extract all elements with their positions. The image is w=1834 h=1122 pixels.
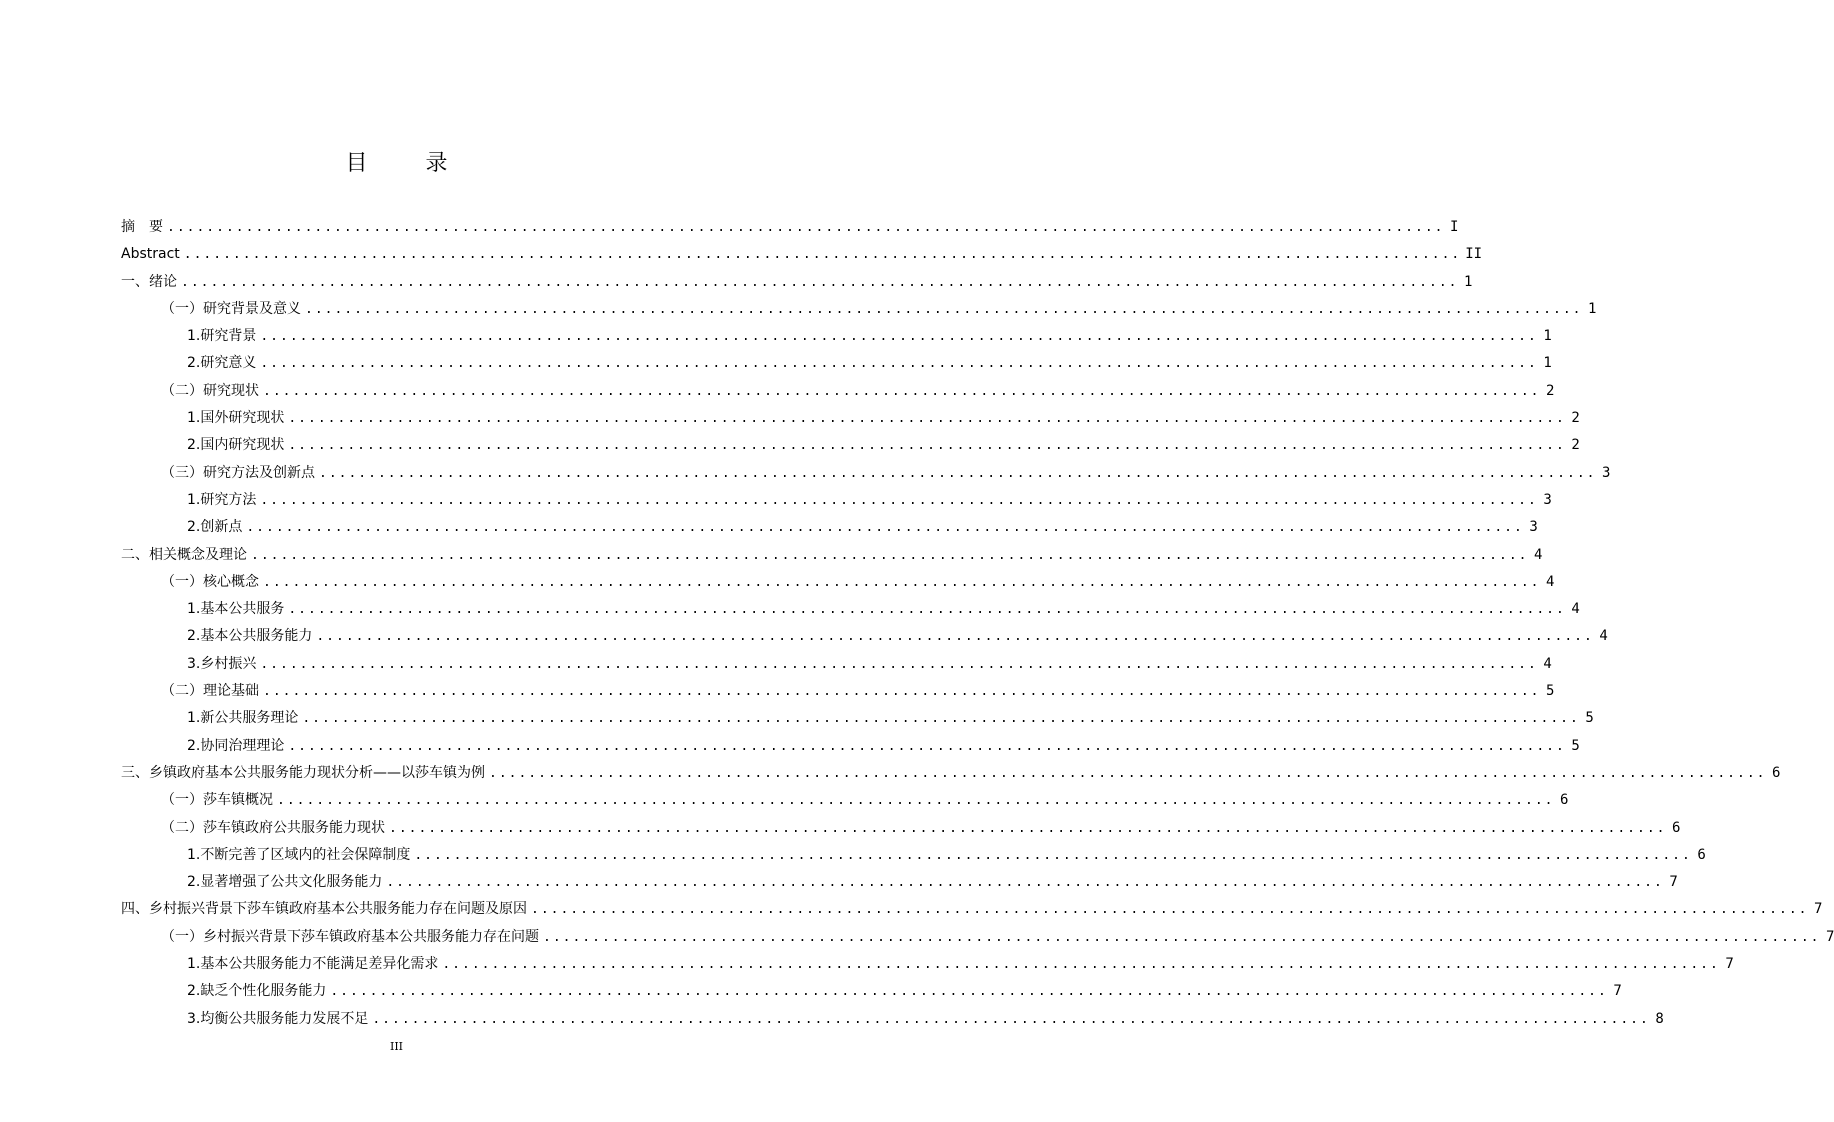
toc-entry-page: 6	[1772, 764, 1781, 781]
toc-dot-leader: ..................................................................................................................................	[288, 602, 1566, 618]
toc-dot-leader: ..................................................................................................................................	[263, 574, 1541, 590]
toc-entry-page: 3	[1602, 464, 1611, 481]
toc-entry-label: 三、乡镇政府基本公共服务能力现状分析——以莎车镇为例	[121, 764, 485, 781]
toc-dot-leader: ..................................................................................................................................	[543, 929, 1821, 945]
toc-dot-leader: ..................................................................................................................................	[414, 847, 1692, 863]
toc-entry-page: 4	[1543, 655, 1552, 672]
toc-entry[interactable]	[121, 787, 1569, 814]
toc-entry-page: 4	[1571, 601, 1580, 618]
toc-entry-label: 2.显著增强了公共文化服务能力	[187, 874, 383, 891]
toc-entry[interactable]	[121, 896, 1823, 923]
toc-entry[interactable]	[121, 705, 1594, 732]
toc-dot-leader: ..................................................................................................................................	[251, 547, 1529, 563]
toc-entry-page: 1	[1464, 273, 1473, 290]
toc-entry[interactable]	[121, 596, 1580, 623]
toc-entry-label: 摘 要	[121, 219, 163, 235]
toc-dot-leader: ..................................................................................................................................	[305, 301, 1583, 317]
toc-entry-page: 2	[1571, 437, 1580, 454]
toc-entry[interactable]	[121, 623, 1608, 650]
toc-entry[interactable]	[121, 241, 1483, 268]
toc-entry-page: 6	[1697, 846, 1706, 863]
toc-entry[interactable]	[121, 842, 1706, 869]
toc-dot-leader: ..................................................................................................................................	[288, 438, 1566, 454]
toc-entry-page: 7	[1669, 874, 1678, 891]
toc-entry[interactable]	[121, 869, 1678, 896]
toc-entry-label: 2.协同治理理论	[187, 737, 285, 754]
toc-dot-leader: ..................................................................................................................................	[288, 411, 1566, 427]
toc-dot-leader: ..................................................................................................................................	[246, 520, 1524, 536]
toc-entry[interactable]	[121, 487, 1552, 514]
toc-entry-label: 1.国外研究现状	[187, 410, 285, 427]
toc-entry-label: 1.基本公共服务	[187, 601, 285, 618]
page-number-footer: III	[389, 1040, 404, 1053]
toc-entry-label: 2.基本公共服务能力	[187, 628, 313, 645]
toc-entry-label: 二、相关概念及理论	[121, 546, 247, 563]
toc-entry-page: I	[1450, 219, 1459, 235]
toc-entry-page: 1	[1543, 328, 1552, 345]
toc-entry-label: 1.不断完善了区域内的社会保障制度	[187, 846, 411, 863]
toc-entry[interactable]	[121, 651, 1552, 678]
toc-entry-page: 6	[1560, 792, 1569, 809]
toc-entry-label: （二）莎车镇政府公共服务能力现状	[161, 819, 385, 836]
toc-dot-leader: ..................................................................................................................................	[260, 656, 1538, 672]
toc-entry-label: Abstract	[121, 246, 180, 263]
toc-entry-page: 7	[1725, 956, 1734, 973]
toc-entry-page: 5	[1546, 683, 1555, 700]
toc-dot-leader: ..................................................................................................................................	[386, 875, 1664, 891]
toc-dot-leader: ..................................................................................................................................	[260, 329, 1538, 345]
toc-entry[interactable]	[121, 924, 1834, 951]
toc-entry[interactable]	[121, 460, 1611, 487]
toc-entry-label: 2.研究意义	[187, 355, 257, 372]
toc-entry[interactable]	[121, 432, 1580, 459]
toc-entry-label: （二）理论基础	[161, 683, 259, 700]
toc-entry[interactable]	[121, 815, 1681, 842]
toc-entry-page: 4	[1546, 573, 1555, 590]
toc-entry-page: 5	[1585, 710, 1594, 727]
toc-entry-label: （三）研究方法及创新点	[161, 464, 315, 481]
toc-dot-leader: ..................................................................................................................................	[183, 247, 1462, 263]
toc-entry-page: 6	[1672, 819, 1681, 836]
toc-dot-leader: ..................................................................................................................................	[531, 902, 1809, 918]
toc-entry-label: 3.乡村振兴	[187, 655, 257, 672]
toc-entry[interactable]	[121, 760, 1781, 787]
toc-entry-page: 3	[1543, 491, 1552, 508]
toc-entry-label: 1.新公共服务理论	[187, 710, 299, 727]
toc-entry-label: 1.基本公共服务能力不能满足差异化需求	[187, 956, 439, 973]
toc-dot-leader: ..................................................................................................................................	[316, 629, 1594, 645]
toc-entry[interactable]	[121, 405, 1580, 432]
toc-entry-page: 3	[1529, 519, 1538, 536]
toc-dot-leader: ..................................................................................................................................	[181, 274, 1459, 290]
toc-entry[interactable]	[121, 214, 1459, 241]
toc-entry-label: 1.研究方法	[187, 491, 257, 508]
toc-entry[interactable]	[121, 269, 1473, 296]
toc-entry[interactable]	[121, 951, 1734, 978]
toc-entry-page: 4	[1599, 628, 1608, 645]
toc-entry[interactable]	[121, 733, 1580, 760]
toc-entry-label: 2.缺乏个性化服务能力	[187, 983, 327, 1000]
toc-entry-page: II	[1465, 246, 1483, 263]
toc-entry-label: 一、绪论	[121, 273, 177, 290]
toc-entry[interactable]	[121, 1006, 1664, 1033]
toc-entry-label: 3.均衡公共服务能力发展不足	[187, 1010, 369, 1027]
table-of-contents	[121, 214, 1834, 1033]
toc-entry[interactable]	[121, 323, 1552, 350]
toc-entry-page: 5	[1571, 737, 1580, 754]
toc-entry-label: 1.研究背景	[187, 328, 257, 345]
toc-entry[interactable]	[121, 978, 1622, 1005]
toc-entry-page: 1	[1588, 300, 1597, 317]
page-title: 目 录	[345, 151, 466, 176]
toc-dot-leader: ..................................................................................................................................	[489, 765, 1767, 781]
toc-entry-label: （二）研究现状	[161, 382, 259, 399]
toc-entry[interactable]	[121, 378, 1555, 405]
toc-dot-leader: ..................................................................................................................................	[263, 383, 1541, 399]
toc-dot-leader: ..................................................................................................................................	[288, 738, 1566, 754]
toc-dot-leader: ..................................................................................................................................	[319, 465, 1597, 481]
toc-dot-leader: ..................................................................................................................................	[330, 984, 1608, 1000]
toc-entry-page: 8	[1655, 1010, 1664, 1027]
toc-entry[interactable]	[121, 569, 1555, 596]
toc-entry-label: （一）乡村振兴背景下莎车镇政府基本公共服务能力存在问题	[161, 928, 539, 945]
toc-dot-leader: ..................................................................................................................................	[260, 356, 1538, 372]
toc-entry-page: 2	[1571, 410, 1580, 427]
toc-entry-page: 4	[1534, 546, 1543, 563]
toc-dot-leader: ..................................................................................................................................	[263, 684, 1541, 700]
toc-entry-page: 7	[1826, 928, 1834, 945]
toc-dot-leader: ..................................................................................................................................	[277, 793, 1555, 809]
toc-entry-page: 1	[1543, 355, 1552, 372]
toc-entry-label: 2.国内研究现状	[187, 437, 285, 454]
toc-entry-label: （一）核心概念	[161, 573, 259, 590]
toc-dot-leader: ..................................................................................................................................	[389, 820, 1667, 836]
toc-dot-leader: ..................................................................................................................................	[260, 492, 1538, 508]
toc-entry-label: 2.创新点	[187, 519, 243, 536]
toc-entry-page: 7	[1613, 983, 1622, 1000]
toc-dot-leader: ..................................................................................................................................	[302, 711, 1580, 727]
toc-entry[interactable]	[121, 678, 1555, 705]
toc-entry-label: （一）莎车镇概况	[161, 792, 273, 809]
toc-entry[interactable]	[121, 514, 1538, 541]
toc-entry-label: 四、乡村振兴背景下莎车镇政府基本公共服务能力存在问题及原因	[121, 901, 527, 918]
toc-entry[interactable]	[121, 296, 1597, 323]
toc-entry[interactable]	[121, 542, 1543, 569]
toc-dot-leader: ..................................................................................................................................	[167, 220, 1445, 235]
toc-entry-page: 2	[1546, 382, 1555, 399]
toc-dot-leader: ..................................................................................................................................	[442, 957, 1720, 973]
toc-entry-page: 7	[1814, 901, 1823, 918]
toc-entry-label: （一）研究背景及意义	[161, 300, 301, 317]
toc-entry[interactable]	[121, 350, 1552, 377]
toc-dot-leader: ..................................................................................................................................	[372, 1011, 1650, 1027]
